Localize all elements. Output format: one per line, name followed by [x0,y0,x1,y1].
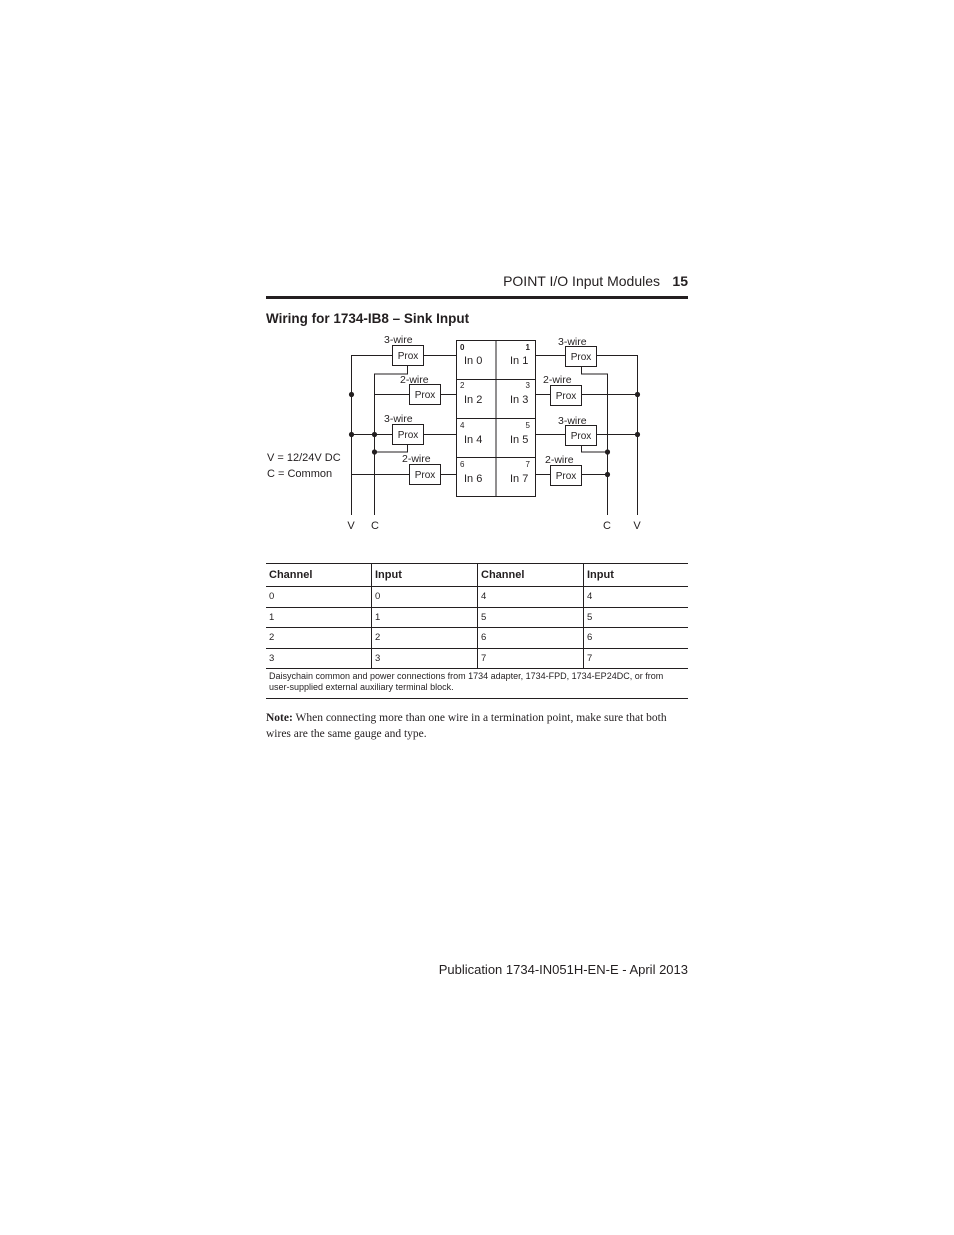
wire-label: 3-wire [558,336,587,348]
junction-dot [372,449,377,454]
table-footnote: Daisychain common and power connections from 1734 adapter, 1734-FPD, 1734-EP24DC, or from user-supplied external auxiliary terminal block. [266,669,688,699]
junction-dot [349,432,354,437]
terminal-label: In 2 [464,394,483,406]
wire-label: 3-wire [384,413,413,425]
table-cell: 1 [372,607,478,628]
rail-label: C [603,520,611,532]
header-title: POINT I/O Input Modules [503,273,660,289]
junction-dot [635,432,640,437]
terminal-number: 2 [460,381,465,390]
note-paragraph [266,710,688,742]
junction-dot [605,472,610,477]
terminal-label: In 1 [510,355,529,367]
channel-input-table [266,563,688,699]
terminal-number: 1 [525,343,530,352]
terminal-number: 7 [525,460,530,469]
table-cell: 5 [478,607,584,628]
prox-label: Prox [570,352,592,363]
table-row [266,607,688,628]
terminal-number: 4 [460,421,465,430]
prox-label: Prox [414,390,436,401]
wire-label: 2-wire [543,374,572,386]
section-heading: Wiring for 1734-IB8 – Sink Input [266,311,470,326]
table-header-channel: Channel [266,564,372,587]
legend-voltage: V = 12/24V DC [267,452,341,464]
wire-label: 2-wire [545,454,574,466]
junction-dot [349,392,354,397]
table-cell: 3 [372,648,478,669]
wire-label: 2-wire [402,453,431,465]
table-row [266,648,688,669]
terminal-number: 6 [460,460,465,469]
note-text: When connecting more than one wire in a termination point, make sure that both wires are the same gauge and type. [266,712,667,740]
table-header-row [266,564,688,587]
table-header-channel: Channel [478,564,584,587]
table-cell: 6 [478,628,584,649]
table-cell: 1 [266,607,372,628]
table-cell: 0 [266,587,372,608]
table-cell: 4 [584,587,689,608]
table-cell: 4 [478,587,584,608]
terminal-label: In 3 [510,394,529,406]
table-cell: 0 [372,587,478,608]
wiring-diagram [0,0,954,560]
terminal-label: In 5 [510,434,529,446]
prox-label: Prox [555,471,577,482]
rail-label: V [347,520,355,532]
terminal-label: In 7 [510,473,529,485]
table-cell: 7 [478,648,584,669]
prox-label: Prox [570,431,592,442]
note-label: Note: [266,712,293,724]
publication-footer: Publication 1734-IN051H-EN-E - April 2013 [438,962,688,977]
table-cell: 3 [266,648,372,669]
terminal-label: In 0 [464,355,483,367]
rail-label: V [633,520,641,532]
table-cell: 6 [584,628,689,649]
table-row [266,587,688,608]
prox-label: Prox [414,470,436,481]
terminal-label: In 4 [464,434,483,446]
wire-label: 3-wire [384,334,413,346]
prox-label: Prox [397,351,419,362]
wire-label: 2-wire [400,374,429,386]
table-cell: 7 [584,648,689,669]
table-row [266,628,688,649]
page-number: 15 [672,273,688,289]
table-cell: 2 [372,628,478,649]
terminal-label: In 6 [464,473,483,485]
terminal-number: 3 [525,381,530,390]
junction-dot [372,432,377,437]
wire-label: 3-wire [558,415,587,427]
junction-dot [605,449,610,454]
table-cell: 2 [266,628,372,649]
prox-label: Prox [555,391,577,402]
junction-dot [635,392,640,397]
legend-common: C = Common [267,468,333,480]
terminal-number: 5 [525,421,530,430]
table-footnote-row [266,669,688,699]
rail-label: C [371,520,379,532]
table-header-input: Input [372,564,478,587]
table-cell: 5 [584,607,689,628]
table-header-input: Input [584,564,689,587]
terminal-number: 0 [460,343,465,352]
prox-label: Prox [397,430,419,441]
